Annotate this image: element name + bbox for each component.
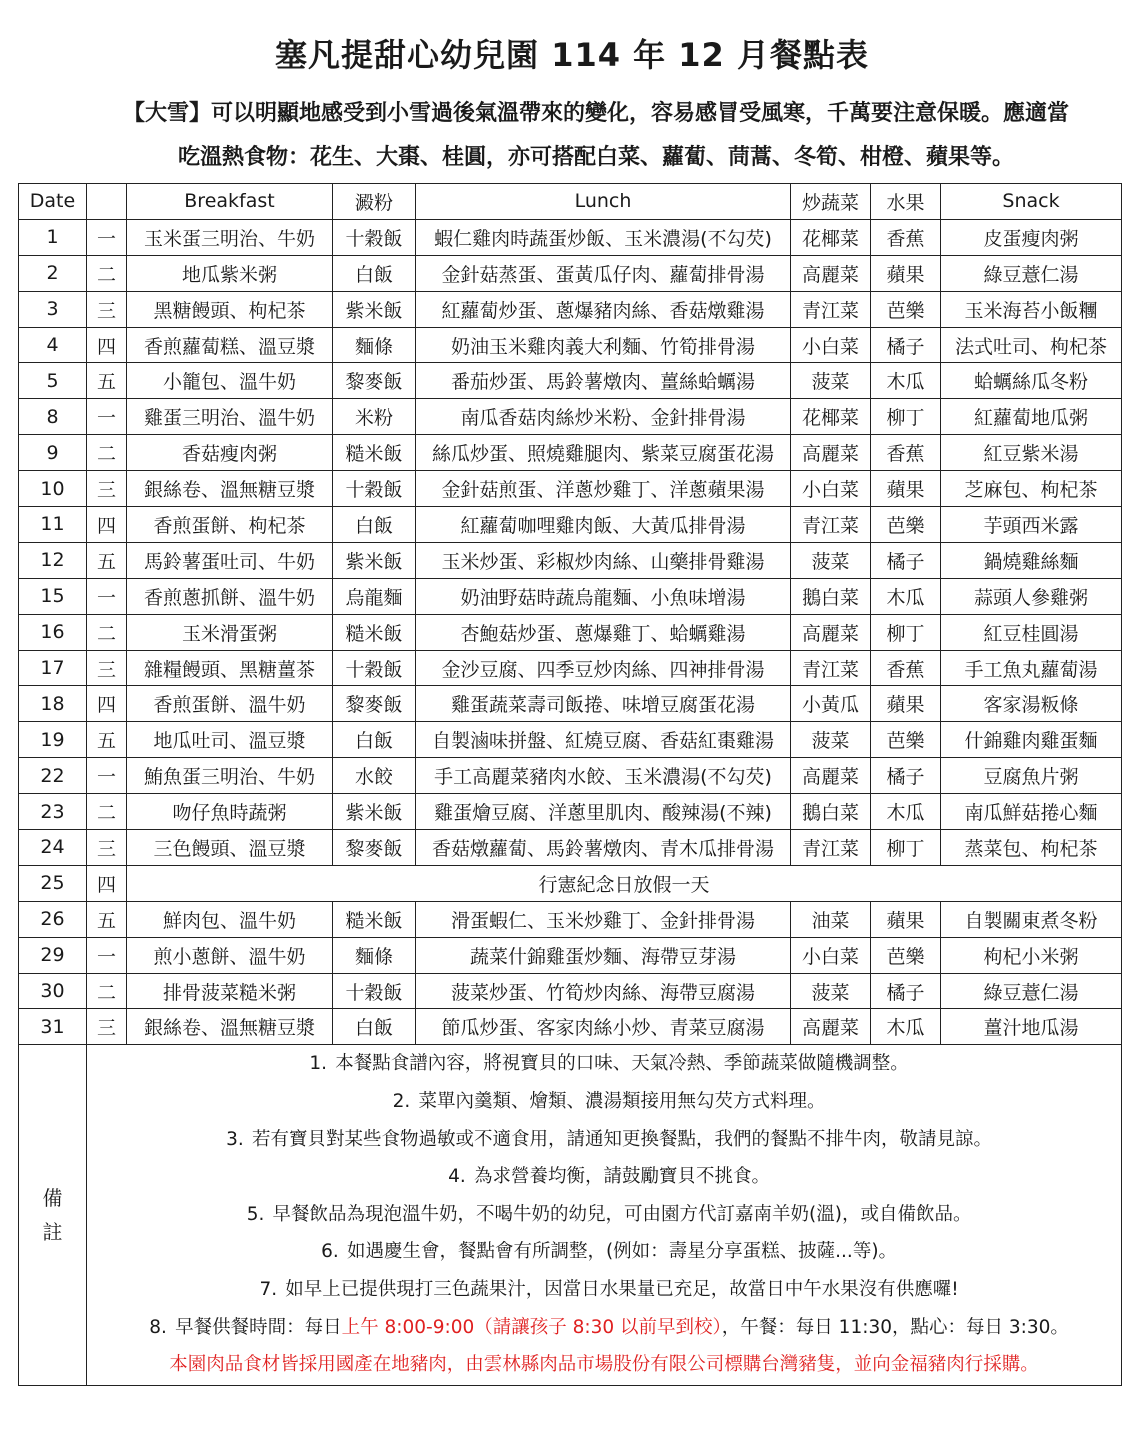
cell-lunch: 紅蘿蔔炒蛋、蔥爆豬肉絲、香菇燉雞湯 (416, 291, 791, 327)
cell-weekday: 三 (87, 471, 127, 507)
cell-breakfast: 香煎蛋餅、枸杞茶 (127, 507, 333, 543)
cell-veg: 小黃瓜 (791, 686, 871, 722)
cell-weekday: 一 (87, 578, 127, 614)
note-number: 8. (149, 1316, 167, 1338)
holiday-row (19, 865, 1122, 901)
note-number: 2. (392, 1090, 411, 1112)
cell-date: 23 (19, 794, 87, 830)
note-number: 7. (259, 1278, 278, 1300)
cell-fruit: 橘子 (871, 542, 941, 578)
cell-weekday: 四 (87, 507, 127, 543)
cell-veg: 高麗菜 (791, 435, 871, 471)
cell-date: 30 (19, 973, 87, 1009)
cell-breakfast: 鮮肉包、溫牛奶 (127, 901, 333, 937)
intro-line-1: 【大雪】可以明顯地感受到小雪過後氣溫帶來的變化，容易感冒受風寒，千萬要注意保暖。應適當 (122, 101, 1069, 126)
cell-weekday: 二 (87, 973, 127, 1009)
cell-weekday: 二 (87, 255, 127, 291)
cell-fruit: 木瓜 (871, 1009, 941, 1045)
cell-starch: 糙米飯 (333, 614, 416, 650)
cell-fruit: 蘋果 (871, 686, 941, 722)
cell-veg: 小白菜 (791, 937, 871, 973)
cell-date: 3 (19, 291, 87, 327)
cell-veg: 鵝白菜 (791, 578, 871, 614)
note-number: 5. (246, 1203, 265, 1225)
table-row (19, 901, 1122, 937)
cell-veg: 小白菜 (791, 327, 871, 363)
cell-snack: 綠豆薏仁湯 (941, 973, 1122, 1009)
cell-fruit: 蘋果 (871, 901, 941, 937)
cell-snack: 玉米海苔小飯糰 (941, 291, 1122, 327)
table-row (19, 758, 1122, 794)
cell-date: 25 (19, 865, 87, 901)
header-lunch: Lunch (416, 184, 791, 220)
cell-weekday: 二 (87, 614, 127, 650)
page-title: 塞凡提甜心幼兒園 114 年 12 月餐點表 (275, 36, 869, 74)
cell-date: 15 (19, 578, 87, 614)
cell-veg: 鵝白菜 (791, 794, 871, 830)
cell-starch: 十穀飯 (333, 219, 416, 255)
cell-weekday: 二 (87, 435, 127, 471)
note-number: 6. (321, 1241, 339, 1263)
cell-weekday: 一 (87, 758, 127, 794)
table-row (19, 507, 1122, 543)
cell-fruit: 芭樂 (871, 291, 941, 327)
cell-snack: 枸杞小米粥 (941, 937, 1122, 973)
cell-date: 26 (19, 901, 87, 937)
cell-veg: 青江菜 (791, 291, 871, 327)
cell-date: 29 (19, 937, 87, 973)
cell-date: 18 (19, 686, 87, 722)
cell-snack: 蒜頭人參雞粥 (941, 578, 1122, 614)
cell-snack: 綠豆薏仁湯 (941, 255, 1122, 291)
cell-veg: 高麗菜 (791, 255, 871, 291)
cell-lunch: 奶油野菇時蔬烏龍麵、小魚味增湯 (416, 578, 791, 614)
cell-breakfast: 香煎蔥抓餅、溫牛奶 (127, 578, 333, 614)
table-row (19, 578, 1122, 614)
cell-breakfast: 馬鈴薯蛋吐司、牛奶 (127, 542, 333, 578)
cell-lunch: 菠菜炒蛋、竹筍炒肉絲、海帶豆腐湯 (416, 973, 791, 1009)
cell-breakfast: 煎小蔥餅、溫牛奶 (127, 937, 333, 973)
intro-line-2: 吃溫熱食物：花生、大棗、桂圓，亦可搭配白菜、蘿蔔、茼蒿、冬筍、柑橙、蘋果等。 (177, 145, 1014, 170)
table-row (19, 937, 1122, 973)
cell-snack: 自製關東煮冬粉 (941, 901, 1122, 937)
meal-table (18, 183, 1122, 1386)
cell-weekday: 五 (87, 722, 127, 758)
note-text: 本餐點食譜內容，將視寶貝的口味、天氣冷熱、季節蔬菜做隨機調整。 (335, 1053, 909, 1075)
cell-lunch: 雞蛋蔬菜壽司飯捲、味增豆腐蛋花湯 (416, 686, 791, 722)
cell-date: 16 (19, 614, 87, 650)
header-starch: 澱粉 (333, 184, 416, 220)
cell-lunch: 自製滷味拼盤、紅燒豆腐、香菇紅棗雞湯 (416, 722, 791, 758)
cell-starch: 烏龍麵 (333, 578, 416, 614)
cell-date: 9 (19, 435, 87, 471)
cell-weekday: 五 (87, 542, 127, 578)
cell-lunch: 金針菇煎蛋、洋蔥炒雞丁、洋蔥蘋果湯 (416, 471, 791, 507)
cell-fruit: 芭樂 (871, 507, 941, 543)
cell-veg: 小白菜 (791, 471, 871, 507)
cell-fruit: 柳丁 (871, 830, 941, 866)
cell-date: 12 (19, 542, 87, 578)
cell-breakfast: 銀絲卷、溫無糖豆漿 (127, 471, 333, 507)
cell-weekday: 五 (87, 363, 127, 399)
cell-snack: 南瓜鮮菇捲心麵 (941, 794, 1122, 830)
cell-lunch: 玉米炒蛋、彩椒炒肉絲、山藥排骨雞湯 (416, 542, 791, 578)
notes-label (19, 1045, 87, 1386)
cell-fruit: 柳丁 (871, 614, 941, 650)
notes-row (19, 1045, 1122, 1386)
note-item-3 (87, 1121, 1121, 1159)
table-row (19, 435, 1122, 471)
cell-lunch: 番茄炒蛋、馬鈴薯燉肉、薑絲蛤蠣湯 (416, 363, 791, 399)
cell-starch: 白飯 (333, 722, 416, 758)
cell-veg: 油菜 (791, 901, 871, 937)
header-fruit: 水果 (871, 184, 941, 220)
cell-breakfast: 地瓜吐司、溫豆漿 (127, 722, 333, 758)
cell-weekday: 一 (87, 219, 127, 255)
cell-fruit: 芭樂 (871, 722, 941, 758)
note-8-part-2: ，午餐：每日 11:30，點心：每日 3:30。 (721, 1316, 1069, 1338)
cell-starch: 十穀飯 (333, 973, 416, 1009)
cell-date: 10 (19, 471, 87, 507)
cell-snack: 紅蘿蔔地瓜粥 (941, 399, 1122, 435)
cell-weekday: 四 (87, 865, 127, 901)
cell-veg: 菠菜 (791, 973, 871, 1009)
cell-veg: 花椰菜 (791, 399, 871, 435)
cell-starch: 黎麥飯 (333, 830, 416, 866)
cell-lunch: 節瓜炒蛋、客家肉絲小炒、青菜豆腐湯 (416, 1009, 791, 1045)
cell-breakfast: 雞蛋三明治、溫牛奶 (127, 399, 333, 435)
cell-starch: 米粉 (333, 399, 416, 435)
cell-breakfast: 香煎蘿蔔糕、溫豆漿 (127, 327, 333, 363)
table-row (19, 830, 1122, 866)
cell-breakfast: 鮪魚蛋三明治、牛奶 (127, 758, 333, 794)
table-header-row (19, 184, 1122, 220)
cell-breakfast: 地瓜紫米粥 (127, 255, 333, 291)
cell-fruit: 芭樂 (871, 937, 941, 973)
cell-lunch: 香菇燉蘿蔔、馬鈴薯燉肉、青木瓜排骨湯 (416, 830, 791, 866)
cell-snack: 豆腐魚片粥 (941, 758, 1122, 794)
note-item-1 (87, 1045, 1121, 1083)
note-number: 4. (448, 1166, 466, 1188)
cell-date: 1 (19, 219, 87, 255)
header-weekday (87, 184, 127, 220)
cell-starch: 紫米飯 (333, 542, 416, 578)
cell-lunch: 金針菇蒸蛋、蛋黃瓜仔肉、蘿蔔排骨湯 (416, 255, 791, 291)
cell-starch: 糙米飯 (333, 435, 416, 471)
cell-starch: 白飯 (333, 507, 416, 543)
header-veg: 炒蔬菜 (791, 184, 871, 220)
intro-text (96, 92, 1096, 180)
cell-breakfast: 香菇瘦肉粥 (127, 435, 333, 471)
cell-weekday: 一 (87, 399, 127, 435)
cell-fruit: 橘子 (871, 973, 941, 1009)
note-text: 如早上已提供現打三色蔬果汁，因當日水果量已充足，故當日中午水果沒有供應囉! (285, 1278, 959, 1300)
cell-lunch: 雞蛋燴豆腐、洋蔥里肌肉、酸辣湯(不辣) (416, 794, 791, 830)
cell-starch: 黎麥飯 (333, 363, 416, 399)
cell-date: 4 (19, 327, 87, 363)
cell-fruit: 蘋果 (871, 255, 941, 291)
cell-fruit: 香蕉 (871, 650, 941, 686)
table-row (19, 399, 1122, 435)
cell-starch: 麵條 (333, 327, 416, 363)
header-date: Date (19, 184, 87, 220)
table-row (19, 291, 1122, 327)
cell-weekday: 二 (87, 794, 127, 830)
note-8-time-red: 上午 8:00-9:00（請讓孩子 8:30 以前早到校） (341, 1316, 722, 1338)
cell-lunch: 紅蘿蔔咖哩雞肉飯、大黃瓜排骨湯 (416, 507, 791, 543)
cell-fruit: 橘子 (871, 758, 941, 794)
cell-date: 5 (19, 363, 87, 399)
cell-fruit: 香蕉 (871, 435, 941, 471)
note-item-6 (87, 1233, 1121, 1271)
cell-breakfast: 銀絲卷、溫無糖豆漿 (127, 1009, 333, 1045)
cell-weekday: 三 (87, 291, 127, 327)
cell-snack: 鍋燒雞絲麵 (941, 542, 1122, 578)
cell-date: 19 (19, 722, 87, 758)
cell-date: 8 (19, 399, 87, 435)
header-snack: Snack (941, 184, 1122, 220)
table-row (19, 686, 1122, 722)
cell-fruit: 木瓜 (871, 794, 941, 830)
cell-veg: 菠菜 (791, 722, 871, 758)
cell-veg: 高麗菜 (791, 1009, 871, 1045)
note-item-7 (87, 1271, 1121, 1309)
cell-date: 22 (19, 758, 87, 794)
cell-starch: 糙米飯 (333, 901, 416, 937)
table-row (19, 614, 1122, 650)
table-row (19, 650, 1122, 686)
cell-veg: 菠菜 (791, 363, 871, 399)
cell-lunch: 南瓜香菇肉絲炒米粉、金針排骨湯 (416, 399, 791, 435)
note-item-8 (87, 1309, 1121, 1347)
table-row (19, 471, 1122, 507)
cell-starch: 紫米飯 (333, 794, 416, 830)
cell-weekday: 三 (87, 830, 127, 866)
cell-breakfast: 雜糧饅頭、黑糖薑茶 (127, 650, 333, 686)
cell-snack: 法式吐司、枸杞茶 (941, 327, 1122, 363)
table-row (19, 542, 1122, 578)
table-row (19, 363, 1122, 399)
note-text: 若有寶貝對某些食物過敏或不適食用，請通知更換餐點，我們的餐點不排牛肉，敬請見諒。 (251, 1128, 992, 1150)
note-text: 早餐飲品為現泡溫牛奶，不喝牛奶的幼兒，可由園方代訂嘉南羊奶(溫)，或自備飲品。 (272, 1203, 972, 1225)
cell-snack: 客家湯粄條 (941, 686, 1122, 722)
cell-fruit: 橘子 (871, 327, 941, 363)
cell-weekday: 一 (87, 937, 127, 973)
cell-snack: 蛤蠣絲瓜冬粉 (941, 363, 1122, 399)
table-row (19, 1009, 1122, 1045)
cell-breakfast: 玉米蛋三明治、牛奶 (127, 219, 333, 255)
cell-starch: 紫米飯 (333, 291, 416, 327)
note-item-4 (87, 1158, 1121, 1196)
cell-starch: 十穀飯 (333, 471, 416, 507)
cell-date: 2 (19, 255, 87, 291)
table-row (19, 794, 1122, 830)
cell-weekday: 四 (87, 686, 127, 722)
cell-breakfast: 三色饅頭、溫豆漿 (127, 830, 333, 866)
cell-weekday: 四 (87, 327, 127, 363)
cell-weekday: 三 (87, 650, 127, 686)
cell-breakfast: 排骨菠菜糙米粥 (127, 973, 333, 1009)
cell-snack: 紅豆紫米湯 (941, 435, 1122, 471)
notes-list (87, 1045, 1122, 1386)
note-item-5 (87, 1196, 1121, 1234)
table-row (19, 973, 1122, 1009)
cell-weekday: 五 (87, 901, 127, 937)
table-row (19, 722, 1122, 758)
cell-starch: 白飯 (333, 255, 416, 291)
cell-breakfast: 吻仔魚時蔬粥 (127, 794, 333, 830)
cell-veg: 菠菜 (791, 542, 871, 578)
cell-date: 11 (19, 507, 87, 543)
note-item-2 (87, 1083, 1121, 1121)
cell-veg: 高麗菜 (791, 758, 871, 794)
table-row (19, 255, 1122, 291)
notes-label-line-1: 備 (42, 1186, 63, 1211)
table-body (19, 219, 1122, 1044)
cell-lunch: 杏鮑菇炒蛋、蔥爆雞丁、蛤蠣雞湯 (416, 614, 791, 650)
cell-veg: 青江菜 (791, 507, 871, 543)
cell-snack: 蒸菜包、枸杞茶 (941, 830, 1122, 866)
cell-breakfast: 小籠包、溫牛奶 (127, 363, 333, 399)
cell-starch: 麵條 (333, 937, 416, 973)
cell-breakfast: 玉米滑蛋粥 (127, 614, 333, 650)
cell-date: 31 (19, 1009, 87, 1045)
cell-fruit: 蘋果 (871, 471, 941, 507)
cell-snack: 什錦雞肉雞蛋麵 (941, 722, 1122, 758)
note-text: 菜單內羹類、燴類、濃湯類接用無勾芡方式料理。 (418, 1090, 826, 1112)
cell-lunch: 手工高麗菜豬肉水餃、玉米濃湯(不勾芡) (416, 758, 791, 794)
cell-date: 17 (19, 650, 87, 686)
cell-lunch: 奶油玉米雞肉義大利麵、竹筍排骨湯 (416, 327, 791, 363)
header-breakfast: Breakfast (127, 184, 333, 220)
cell-lunch: 金沙豆腐、四季豆炒肉絲、四神排骨湯 (416, 650, 791, 686)
note-text: 為求營養均衡，請鼓勵寶貝不挑食。 (473, 1166, 770, 1188)
cell-veg: 高麗菜 (791, 614, 871, 650)
cell-veg: 花椰菜 (791, 219, 871, 255)
cell-fruit: 木瓜 (871, 578, 941, 614)
cell-lunch: 絲瓜炒蛋、照燒雞腿肉、紫菜豆腐蛋花湯 (416, 435, 791, 471)
notes-container (87, 1045, 1121, 1308)
cell-lunch: 滑蛋蝦仁、玉米炒雞丁、金針排骨湯 (416, 901, 791, 937)
cell-snack: 紅豆桂圓湯 (941, 614, 1122, 650)
note-8-part-1: 早餐供餐時間：每日 (175, 1316, 342, 1338)
notes-label-line-2: 註 (42, 1220, 63, 1245)
cell-lunch: 蝦仁雞肉時蔬蛋炒飯、玉米濃湯(不勾芡) (416, 219, 791, 255)
note-pork-source: 本園肉品食材皆採用國產在地豬肉，由雲林縣肉品市場股份有限公司標購台灣豬隻，並向金福豬肉行採購。 (169, 1354, 1039, 1376)
cell-snack: 皮蛋瘦肉粥 (941, 219, 1122, 255)
cell-snack: 手工魚丸蘿蔔湯 (941, 650, 1122, 686)
cell-snack: 薑汁地瓜湯 (941, 1009, 1122, 1045)
holiday-text: 行憲紀念日放假一天 (127, 865, 1122, 901)
cell-date: 24 (19, 830, 87, 866)
note-number: 3. (226, 1128, 244, 1150)
cell-starch: 水餃 (333, 758, 416, 794)
cell-snack: 芋頭西米露 (941, 507, 1122, 543)
cell-fruit: 柳丁 (871, 399, 941, 435)
note-number: 1. (309, 1053, 328, 1075)
cell-fruit: 香蕉 (871, 219, 941, 255)
cell-breakfast: 香煎蛋餅、溫牛奶 (127, 686, 333, 722)
cell-starch: 十穀飯 (333, 650, 416, 686)
cell-fruit: 木瓜 (871, 363, 941, 399)
note-text: 如遇慶生會，餐點會有所調整，(例如：壽星分享蛋糕、披薩...等)。 (346, 1241, 898, 1263)
table-row (19, 327, 1122, 363)
cell-breakfast: 黑糖饅頭、枸杞茶 (127, 291, 333, 327)
cell-starch: 黎麥飯 (333, 686, 416, 722)
cell-weekday: 三 (87, 1009, 127, 1045)
cell-veg: 青江菜 (791, 650, 871, 686)
cell-veg: 青江菜 (791, 830, 871, 866)
cell-starch: 白飯 (333, 1009, 416, 1045)
cell-snack: 芝麻包、枸杞茶 (941, 471, 1122, 507)
cell-lunch: 蔬菜什錦雞蛋炒麵、海帶豆芽湯 (416, 937, 791, 973)
table-row (19, 219, 1122, 255)
